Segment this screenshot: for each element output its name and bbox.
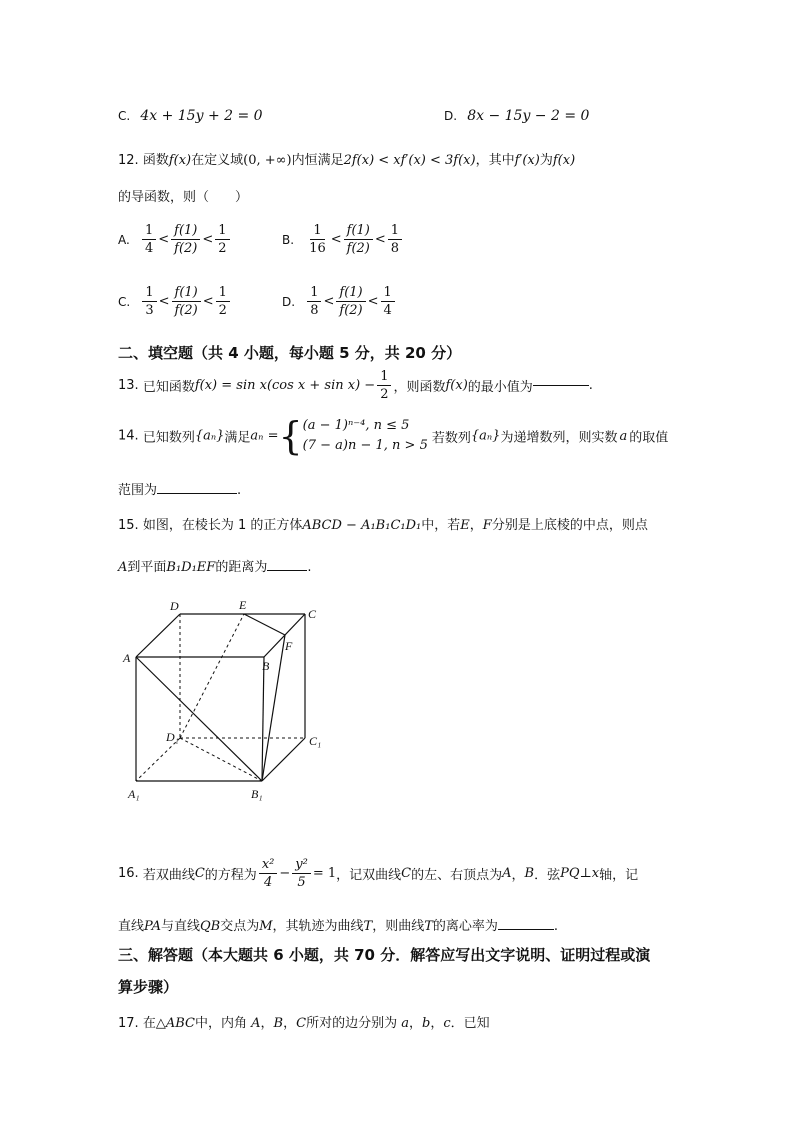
question-number: 15. xyxy=(118,518,139,533)
fraction: $\frac{1}{2}$ xyxy=(377,368,391,403)
q17 xyxy=(118,1012,490,1031)
fraction: $\frac{1}{3}$ xyxy=(142,284,156,319)
text: 若双曲线 xyxy=(142,868,195,883)
text: 分别是上底棱的中点，则点 xyxy=(491,518,648,533)
fraction: $\frac{1}{8}$ xyxy=(307,284,321,319)
math: ABC xyxy=(165,1016,195,1031)
section-heading-solutions-line1: 三、解答题（本大题共 6 小题，共 70 分．解答应写出文字说明、证明过程或演 xyxy=(118,946,651,964)
math: f(x) xyxy=(168,153,192,168)
text: 若数列 xyxy=(431,430,471,446)
fraction: $\frac{1}{8}$ xyxy=(388,222,402,257)
q12-option-c: C. $\frac{1}{3}$ < $\frac{f(1)}{f(2)}$ < $\frac{1}{2}$ xyxy=(118,284,232,319)
math: b xyxy=(422,1016,431,1031)
option-label: A. xyxy=(118,232,130,247)
vertex-label-B1: B₁ xyxy=(251,787,263,801)
text: 已知数列 xyxy=(142,430,195,446)
fraction: $\frac{1}{4}$ xyxy=(142,222,156,257)
segment-FB1 xyxy=(262,635,285,781)
section-heading-fill-in: 二、填空题（共 4 小题，每小题 5 分，共 20 分） xyxy=(118,344,462,362)
text: 在定义域 xyxy=(191,153,244,168)
math: ⊥ xyxy=(579,866,592,881)
text: ， xyxy=(430,1016,444,1031)
vertex-label-A1: A₁ xyxy=(128,787,140,801)
question-number: 16. xyxy=(118,866,139,881)
math: T xyxy=(363,919,373,934)
cube-figure xyxy=(118,595,338,810)
text: 的距离为 xyxy=(215,560,268,575)
fraction: $\frac{1}{2}$ xyxy=(216,284,230,319)
option-label: C. xyxy=(118,109,131,123)
vertex-label-D1: D₁ xyxy=(166,730,179,744)
q12-option-b: B. $\frac{1}{16}$ < $\frac{f(1)}{f(2)}$ < $\frac{1}{8}$ xyxy=(282,222,404,257)
fraction: $\frac{1}{2}$ xyxy=(215,222,229,257)
q12-line1 xyxy=(118,149,575,168)
text: 交点为 xyxy=(220,919,260,934)
math: x xyxy=(591,866,600,881)
math: A xyxy=(118,560,128,575)
math: A xyxy=(251,1016,261,1031)
vertex-label-C1: C₁ xyxy=(309,734,322,748)
question-number: 12. xyxy=(118,153,139,168)
text: . xyxy=(553,919,559,934)
math: A xyxy=(502,866,512,881)
option-label: D. xyxy=(282,294,296,309)
text: 内恒满足 xyxy=(291,153,344,168)
fraction: $\frac{\text{x²}}{4}$ xyxy=(259,856,278,891)
math: f(x) xyxy=(552,153,576,168)
math: PA xyxy=(144,919,161,934)
math: M xyxy=(259,919,273,934)
answer-blank[interactable] xyxy=(267,558,307,571)
text: 与直线 xyxy=(160,919,200,934)
math: C xyxy=(194,866,205,881)
text: 为 xyxy=(539,153,553,168)
q12-option-a: A. $\frac{1}{4}$ < $\frac{f(1)}{f(2)}$ < $\frac{1}{2}$ xyxy=(118,222,232,257)
vertex-label-B: B xyxy=(262,659,270,673)
q12-option-d: D. $\frac{1}{8}$ < $\frac{f(1)}{f(2)}$ < $\frac{1}{4}$ xyxy=(282,284,397,319)
text: 函数 xyxy=(142,153,169,168)
text: 轴，记 xyxy=(599,868,639,883)
section-heading-solutions-line2: 算步骤） xyxy=(118,978,179,996)
text: ．已知 xyxy=(450,1016,490,1031)
q15-line1 xyxy=(118,514,648,533)
fraction: $\frac{f(1)}{f(2)}$ xyxy=(344,222,373,257)
math: QB xyxy=(199,919,221,934)
left-brace: { xyxy=(278,414,303,458)
math: {aₙ} xyxy=(194,428,225,444)
text: 为递增数列，则实数 xyxy=(500,430,618,446)
segment-EF xyxy=(244,614,285,635)
text: . xyxy=(237,483,242,498)
q15-line2 xyxy=(118,556,311,575)
text: 直线 xyxy=(118,919,145,934)
math: {aₙ} xyxy=(470,428,501,444)
text: 的离心率为 xyxy=(432,919,498,934)
segment-AB1 xyxy=(136,657,262,781)
edge-DA xyxy=(136,614,180,657)
vertex-label-F: F xyxy=(285,639,293,653)
fraction: $\frac{f(1)}{f(2)}$ xyxy=(171,222,200,257)
text: ， xyxy=(511,868,525,883)
math: E xyxy=(460,518,470,533)
piecewise-cases xyxy=(303,416,428,456)
text: ， xyxy=(408,1016,422,1031)
text: 的取值 xyxy=(629,430,669,446)
text: ，记双曲线 xyxy=(336,868,402,883)
fraction: $\frac{1}{4}$ xyxy=(381,284,395,319)
math: aₙ = xyxy=(250,428,279,444)
math: f(x) xyxy=(445,378,468,393)
answer-blank[interactable] xyxy=(533,385,589,386)
option-expression: 4x + 15y + 2 = 0 xyxy=(140,108,263,124)
math: B xyxy=(273,1016,284,1031)
math: ABCD − A₁B₁C₁D₁ xyxy=(302,518,422,533)
fraction: $\frac{f(1)}{f(2)}$ xyxy=(172,284,201,319)
question-number: 13. xyxy=(118,378,139,393)
text: 满足 xyxy=(224,430,251,446)
text: ．弦 xyxy=(534,868,561,883)
math: = 1 xyxy=(312,866,337,881)
text: ，其中 xyxy=(475,153,515,168)
text: 的最小值为 xyxy=(467,380,533,395)
edge-B1C1 xyxy=(262,738,305,781)
text: ， xyxy=(260,1016,274,1031)
math: F xyxy=(482,518,492,533)
text: ， xyxy=(469,518,483,533)
text: 在△ xyxy=(142,1016,166,1031)
q13 xyxy=(118,368,593,403)
math: B xyxy=(524,866,535,881)
fraction: $\frac{\text{y²}}{5}$ xyxy=(292,856,311,891)
math: f(x) = sin x(cos x + sin x) − xyxy=(194,378,376,393)
q14-line2 xyxy=(118,479,241,498)
text: 范围为 xyxy=(118,483,158,498)
math: PQ xyxy=(560,866,580,881)
option-label: D. xyxy=(444,109,458,123)
math: 2f(x) < xf′(x) < 3f(x) xyxy=(343,153,476,168)
text: 到平面 xyxy=(127,560,167,575)
math: C xyxy=(296,1016,307,1031)
text: . xyxy=(588,378,593,393)
q12-line2: 的导函数，则（ ） xyxy=(118,190,249,205)
vertex-label-E: E xyxy=(239,598,247,612)
vertex-label-A: A xyxy=(123,651,131,665)
q16-line2 xyxy=(118,915,558,934)
vertex-label-D: D xyxy=(170,599,179,613)
text: ，则函数 xyxy=(393,380,446,395)
math: a xyxy=(619,428,628,444)
q16-line1 xyxy=(118,856,638,891)
math: C xyxy=(401,866,412,881)
option-expression: 8x − 15y − 2 = 0 xyxy=(467,108,590,124)
math: a xyxy=(401,1016,409,1031)
text: 的左、右顶点为 xyxy=(411,868,503,883)
q14-line1 xyxy=(118,416,668,456)
vertex-label-C: C xyxy=(308,607,317,621)
math: B₁D₁EF xyxy=(166,560,216,575)
text: 已知函数 xyxy=(142,380,195,395)
fraction: $\frac{f(1)}{f(2)}$ xyxy=(336,284,365,319)
text: ， xyxy=(283,1016,297,1031)
math: c xyxy=(443,1016,451,1031)
q11-option-d xyxy=(444,108,589,124)
math: T xyxy=(424,919,433,934)
q11-option-c xyxy=(118,108,263,124)
text: 的方程为 xyxy=(204,868,257,883)
fraction: $\frac{1}{16}$ xyxy=(309,223,326,256)
text: 所对的边分别为 xyxy=(306,1016,398,1031)
text: 中，若 xyxy=(421,518,461,533)
answer-blank[interactable] xyxy=(157,481,237,494)
math: − xyxy=(279,866,291,881)
question-number: 17. xyxy=(118,1016,139,1031)
edge-BB1 xyxy=(262,657,264,781)
option-label: B. xyxy=(282,232,295,247)
case: (a − 1)ⁿ⁻⁴, n ≤ 5 xyxy=(302,418,410,433)
hidden-segment-D1E xyxy=(180,614,244,738)
option-label: C. xyxy=(118,294,131,309)
hidden-edge-D1A1 xyxy=(136,738,180,781)
math: f′(x) xyxy=(514,153,540,168)
text: 如图，在棱长为 1 的正方体 xyxy=(142,518,303,533)
text: 中，内角 xyxy=(194,1016,247,1031)
question-number: 14. xyxy=(118,428,139,444)
text: ，则曲线 xyxy=(372,919,425,934)
hidden-segment-D1B1 xyxy=(180,738,262,781)
text: . xyxy=(307,560,312,575)
answer-blank[interactable] xyxy=(498,917,554,930)
text: ，其轨迹为曲线 xyxy=(272,919,364,934)
case: (7 − a)n − 1, n > 5 xyxy=(302,438,428,453)
math: (0, +∞) xyxy=(243,153,292,168)
